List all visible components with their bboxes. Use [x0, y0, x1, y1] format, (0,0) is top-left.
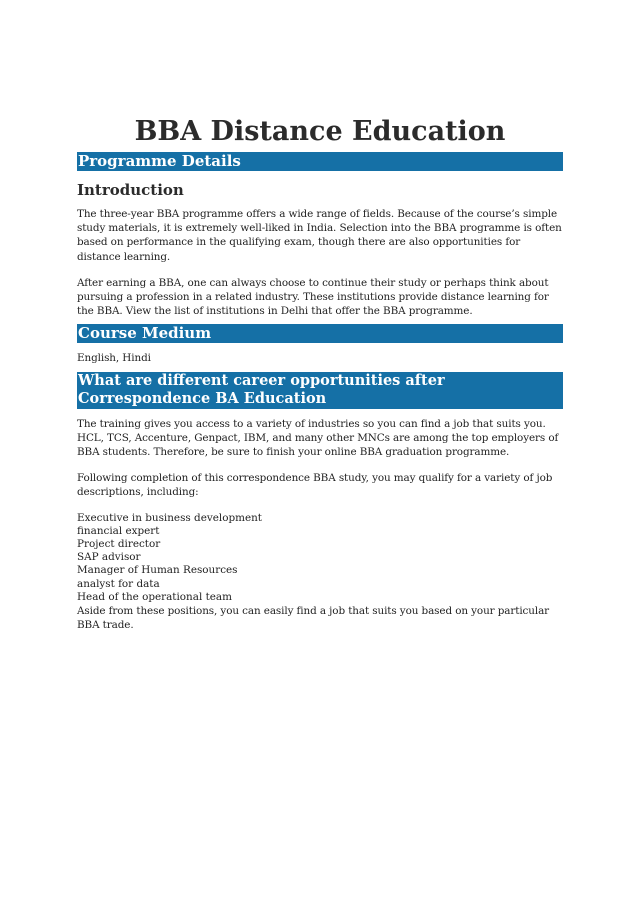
closing-paragraph: Aside from these positions, you can easily find a job that suits you based on your particular BBA trade. [77, 605, 550, 632]
spacer [77, 264, 563, 276]
list-item: SAP advisor [77, 551, 141, 564]
career-paragraph-1: The training gives you access to a variety of industries so you can find a job that suits you. HCL, TCS, Accenture, Genpact, IBM, and many other MNCs are among the top employers of BBA students. Therefore, be sure to finish your online BBA graduation programme. [77, 417, 559, 459]
list-item: Executive in business development [77, 511, 262, 524]
introduction-heading: Introduction [77, 181, 184, 199]
career-paragraph-2: Following completion of this correspondence BBA study, you may qualify for a variety of job descriptions, including: [77, 472, 553, 499]
spacer [77, 500, 563, 512]
list-item: Head of the operational team [77, 590, 232, 603]
list-item: analyst for data [77, 577, 160, 590]
spacer [77, 343, 563, 351]
document-page [77, 112, 563, 632]
list-item: Manager of Human Resources [77, 564, 238, 577]
spacer [77, 459, 563, 471]
job-list [77, 512, 563, 604]
section-band-career-opportunities: What are different career opportunities after Correspondence BA Education [77, 372, 563, 409]
list-item: Project director [77, 538, 161, 551]
course-medium-value: English, Hindi [77, 352, 151, 365]
intro-paragraph-2: After earning a BBA, one can always choose to continue their study or perhaps think about pursuing a profession in a related industry. These institutions provide distance learning for the BBA. View the list of institutions in Delhi that offer the BBA programme. [77, 276, 549, 318]
document-title: BBA Distance Education [134, 116, 506, 147]
intro-paragraph-1: The three-year BBA programme offers a wide range of fields. Because of the course’s simple study materials, it is extremely well-liked in India. Selection into the BBA programme is often based on performance in the qualifying exam, though there are also opportunities for distance learning. [77, 208, 562, 263]
section-band-programme-details: Programme Details [77, 152, 563, 171]
list-item: financial expert [77, 524, 160, 537]
section-band-course-medium: Course Medium [77, 324, 563, 343]
spacer [77, 409, 563, 417]
